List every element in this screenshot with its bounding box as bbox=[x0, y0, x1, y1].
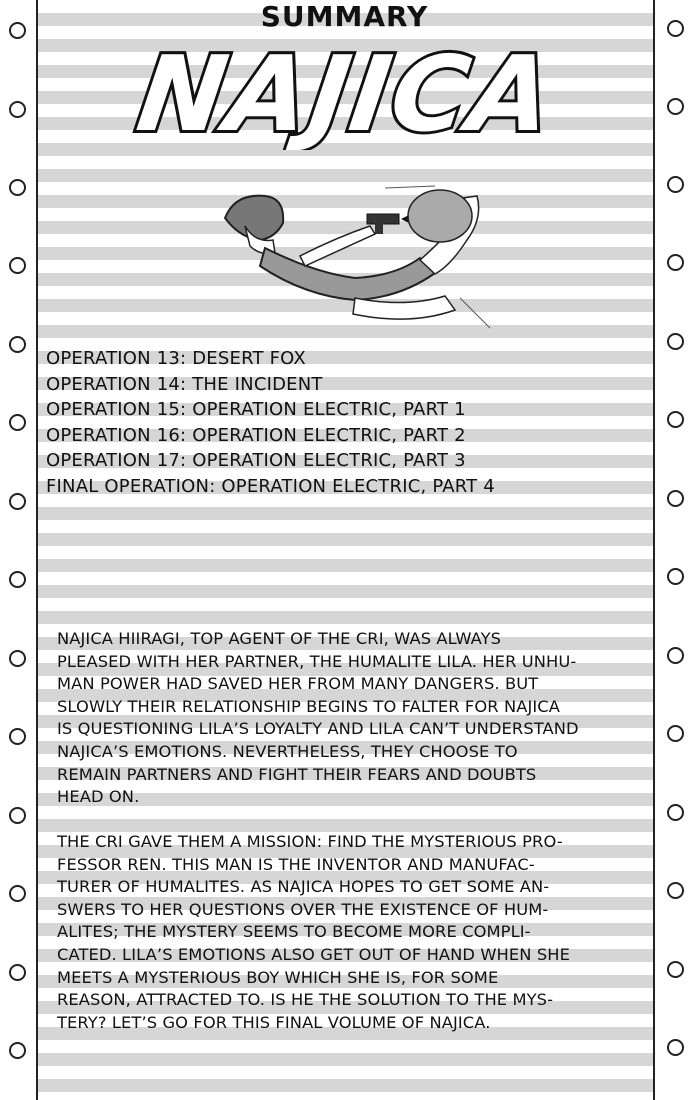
right-binder-holes bbox=[659, 0, 689, 1100]
right-margin-line bbox=[653, 0, 655, 1100]
operation-item: OPERATION 14: THE INCIDENT bbox=[46, 373, 323, 395]
binder-hole bbox=[9, 728, 26, 745]
binder-hole bbox=[667, 411, 684, 428]
summary-paragraph-2 bbox=[57, 831, 647, 1034]
binder-hole bbox=[667, 254, 684, 271]
binder-hole bbox=[667, 568, 684, 585]
left-margin-line bbox=[36, 0, 38, 1100]
paragraph-line: CATED. LILA’S EMOTIONS ALSO GET OUT OF HAND WHEN SHE bbox=[57, 944, 570, 964]
binder-hole bbox=[9, 571, 26, 588]
paragraph-line: THE CRI GAVE THEM A MISSION: FIND THE MYSTERIOUS PRO- bbox=[57, 832, 563, 851]
binder-hole bbox=[9, 493, 26, 510]
binder-hole bbox=[9, 807, 26, 824]
binder-hole bbox=[9, 179, 26, 196]
operation-item: OPERATION 17: OPERATION ELECTRIC, PART 3 bbox=[46, 450, 466, 471]
paragraph-line: ALITES; THE MYSTERY SEEMS TO BECOME MORE COMPLI- bbox=[57, 922, 531, 942]
agent-illustration bbox=[205, 178, 505, 338]
operation-item: OPERATION 13: DESERT FOX bbox=[46, 348, 306, 369]
paragraph-line: PLEASED WITH HER PARTNER, THE HUMALITE LILA. HER UNHU- bbox=[57, 651, 577, 671]
paragraph-line: TERY? LET’S GO FOR THIS FINAL VOLUME OF NAJICA. bbox=[57, 1012, 491, 1032]
operation-item: OPERATION 15: OPERATION ELECTRIC, PART 1 bbox=[46, 399, 466, 420]
paragraph-line: NAJICA’S EMOTIONS. NEVERTHELESS, THEY CHOOSE TO bbox=[57, 741, 518, 761]
binder-hole bbox=[667, 333, 684, 350]
binder-hole bbox=[667, 725, 684, 742]
left-binder-holes bbox=[3, 0, 33, 1100]
operation-item: FINAL OPERATION: OPERATION ELECTRIC, PART 4 bbox=[46, 475, 495, 497]
summary-label: SUMMARY bbox=[260, 0, 429, 33]
paragraph-line: SWERS TO HER QUESTIONS OVER THE EXISTENCE OF HUM- bbox=[57, 899, 549, 919]
operation-item: OPERATION 16: OPERATION ELECTRIC, PART 2 bbox=[46, 424, 466, 446]
binder-hole bbox=[667, 98, 684, 115]
binder-hole bbox=[9, 336, 26, 353]
binder-hole bbox=[667, 961, 684, 978]
paragraph-line: MAN POWER HAD SAVED HER FROM MANY DANGERS. BUT bbox=[57, 674, 539, 694]
binder-hole bbox=[667, 647, 684, 664]
binder-hole bbox=[667, 882, 684, 899]
binder-hole bbox=[9, 1042, 26, 1059]
paragraph-line: HEAD ON. bbox=[57, 787, 140, 807]
title-text: NAJICA bbox=[130, 33, 562, 150]
paragraph-line: FESSOR REN. THIS MAN IS THE INVENTOR AND MANUFAC- bbox=[57, 854, 535, 874]
paragraph-line: REMAIN PARTNERS AND FIGHT THEIR FEARS AND DOUBTS bbox=[57, 764, 537, 784]
paragraph-line: TURER OF HUMALITES. AS NAJICA HOPES TO GET SOME AN- bbox=[57, 877, 550, 897]
paragraph-line: SLOWLY THEIR RELATIONSHIP BEGINS TO FALTER FOR NAJICA bbox=[57, 696, 561, 716]
binder-hole bbox=[9, 257, 26, 274]
page-title bbox=[80, 30, 610, 150]
summary-paragraph-1 bbox=[57, 628, 647, 809]
paragraph-line: IS QUESTIONING LILA’S LOYALTY AND LILA CAN’T UNDERSTAND bbox=[57, 719, 579, 739]
binder-hole bbox=[9, 101, 26, 118]
binder-hole bbox=[9, 885, 26, 902]
binder-hole bbox=[667, 490, 684, 507]
paragraph-line: MEETS A MYSTERIOUS BOY WHICH SHE IS, FOR SOME bbox=[57, 967, 499, 987]
binder-hole bbox=[9, 964, 26, 981]
binder-hole bbox=[9, 414, 26, 431]
binder-hole bbox=[667, 176, 684, 193]
paragraph-line: REASON, ATTRACTED TO. IS HE THE SOLUTION TO THE MYS- bbox=[57, 990, 554, 1010]
binder-hole bbox=[9, 650, 26, 667]
operations-list bbox=[46, 346, 646, 499]
paragraph-line: NAJICA HIIRAGI, TOP AGENT OF THE CRI, WAS ALWAYS bbox=[57, 629, 502, 648]
binder-hole bbox=[667, 804, 684, 821]
binder-hole bbox=[667, 1039, 684, 1056]
